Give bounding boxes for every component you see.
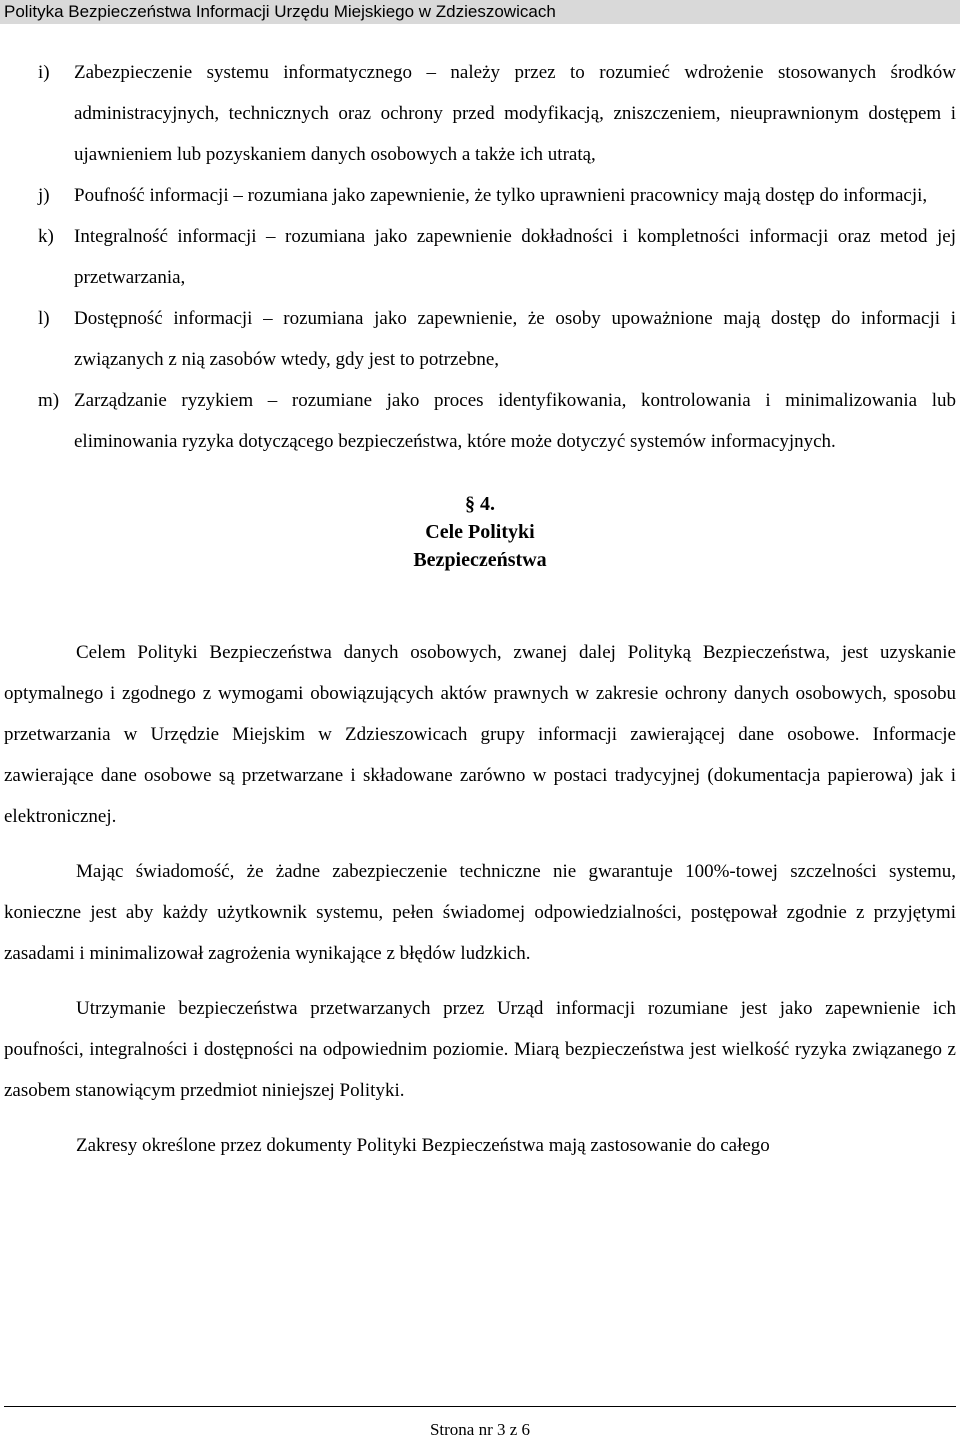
list-marker: j) [38,185,50,206]
list-marker: k) [38,226,54,247]
document-header [0,0,960,24]
paragraph: Celem Polityki Bezpieczeństwa danych osobowych, zwanej dalej Polityką Bezpieczeństwa, jest uzyskanie optymalnego i zgodnego z wymogami obowiązujących aktów prawnych w zakresie ochrony danych osobowych, sposobu przetwarzania w Urzędzie Miejskim w Zdzieszowicach grupy informacji zawierającej dane osobowe. Informacje zawierające dane osobowe są przetwarzane i składowane zarówno w postaci tradycyjnej (dokumentacja papierowa) jak i elektronicznej. [4,642,956,827]
paragraph: Zakresy określone przez dokumenty Polityki Bezpieczeństwa mają zastosowanie do całego [76,1135,770,1156]
list-item-text: Integralność informacji – rozumiana jako zapewnienie dokładności i kompletności informacji oraz metod jej przetwarzania, [74,226,956,288]
section-title-line1: Cele Polityki [425,521,535,543]
section-number: § 4. [465,493,495,515]
list-item-text: Zabezpieczenie systemu informatycznego – należy przez to rozumieć wdrożenie stosowanych środków administracyjnych, technicznych oraz ochrony przed modyfikacją, zniszczeniem, nieuprawnionym dostępem i ujawnieniem lub pozyskaniem danych osobowych a także ich utratą, [74,62,956,165]
definition-list [0,52,960,462]
list-item-text: Poufność informacji – rozumiana jako zapewnienie, że tylko uprawnieni pracownicy mają dostęp do informacji, [74,185,928,206]
list-item-text: Dostępność informacji – rozumiana jako zapewnienie, że osoby upoważnione mają dostęp do informacji i związanych z nią zasobów wtedy, gdy jest to potrzebne, [74,308,956,370]
header-title: Polityka Bezpieczeństwa Informacji Urzędu Miejskiego w Zdzieszowicach [4,2,556,21]
list-item [0,380,960,462]
list-marker: i) [38,62,50,83]
page-content [0,52,960,1166]
list-item [0,298,960,380]
page-footer [0,1406,960,1440]
paragraph: Mając świadomość, że żadne zabezpieczenie techniczne nie gwarantuje 100%-towej szczelności systemu, konieczne jest aby każdy użytkownik systemu, pełen świadomej odpowiedzialności, postępował zgodnie z przyjętymi zasadami i minimalizował zagrożenia wynikające z błędów ludzkich. [4,861,956,964]
list-marker: l) [38,308,50,329]
footer-divider [4,1406,956,1407]
paragraph: Utrzymanie bezpieczeństwa przetwarzanych przez Urząd informacji rozumiane jest jako zapewnienie ich poufności, integralności i dostępności na odpowiednim poziomie. Miarą bezpieczeństwa jest wielkość ryzyka związanego z zasobem stanowiącym przedmiot niniejszej Polityki. [4,998,956,1101]
list-item-text: Zarządzanie ryzykiem – rozumiane jako proces identyfikowania, kontrolowania i minimalizowania lub eliminowania ryzyka dotyczącego bezpieczeństwa, które może dotyczyć systemów informacyjnych. [74,390,956,452]
list-marker: m) [38,390,60,411]
list-item [0,216,960,298]
list-item [0,175,960,216]
section-title-line2: Bezpieczeństwa [413,549,547,571]
page-number: Strona nr 3 z 6 [429,1420,531,1439]
list-item [0,52,960,175]
